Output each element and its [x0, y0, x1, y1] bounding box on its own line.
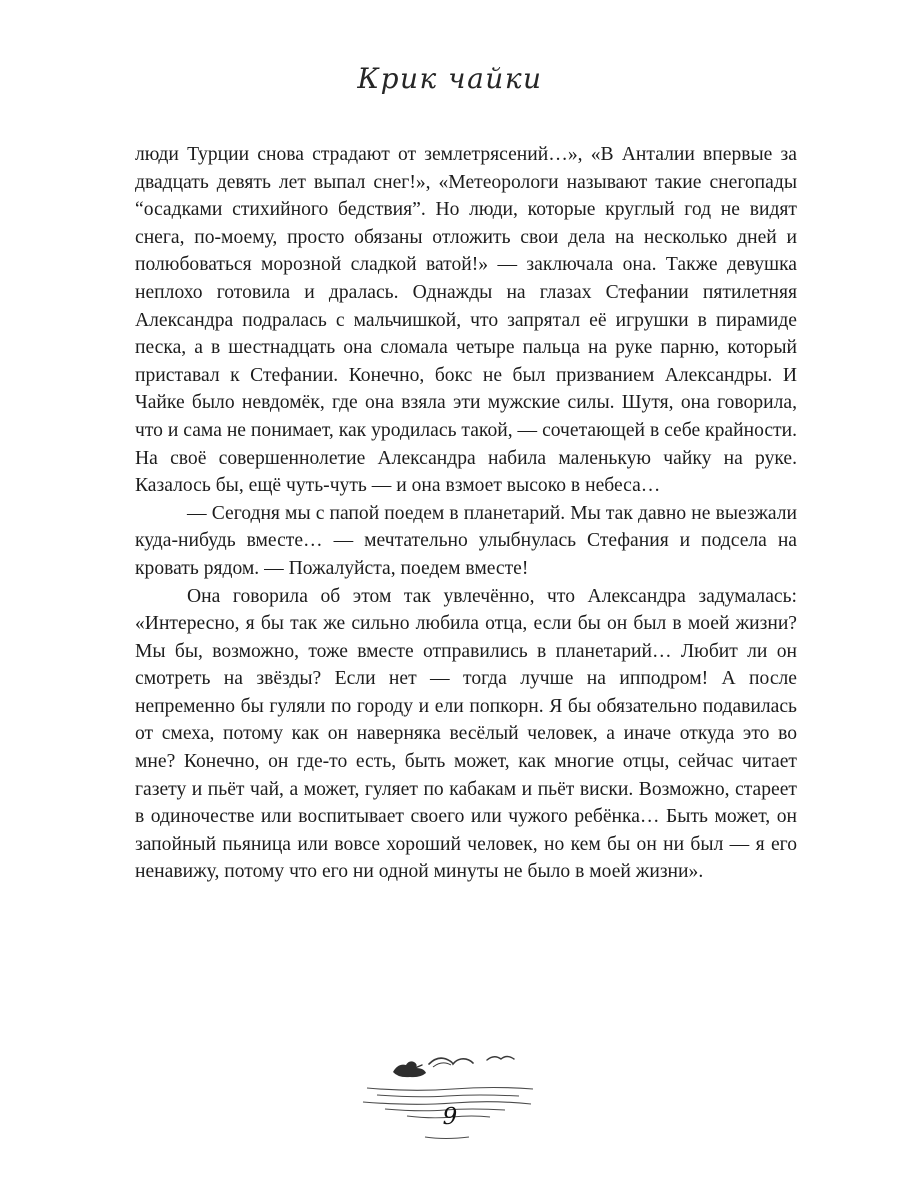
- paragraph: Она говорила об этом так увлечённо, что Александра задумалась: «Интересно, я бы так же сильно любила отца, если бы он был в моей жизни? Мы бы, возможно, тоже вместе отправились в планетарий… Любит ли он смотреть на звёзды? Если нет — тогда лучше на ипподром! А после непременно бы гуляли по городу и ели попкорн. Я бы обязательно подавилась от смеха, потому как он наверняка весёлый человек, а иначе откуда это во мне? Конечно, он где-то есть, быть может, как многие отцы, сейчас читает газету и пьёт чай, а может, гуляет по кабакам и пьёт виски. Возможно, стареет в одиночестве или воспитывает своего или чужого ребёнка… Быть может, он запойный пьяница или вовсе хороший человек, но кем бы он ни был — я его ненавижу, потому что его ни одной минуты не было в моей жизни».: [135, 585, 797, 883]
- running-head-title: Крик чайки: [357, 62, 543, 95]
- seagulls-over-water-illustration: [355, 1042, 545, 1150]
- body-text: [135, 141, 797, 886]
- page-number: 9: [442, 1104, 458, 1130]
- seagulls-water-sketch-icon: [355, 1042, 545, 1150]
- paragraph: — Сегодня мы с папой поедем в планетарий. Мы так давно не выезжали куда-нибудь вместе… — мечтательно улыбнулась Стефания и подсела на кровать рядом. — Пожалуйста, поедем вместе!: [135, 502, 797, 579]
- paragraph: люди Турции снова страдают от землетрясений…», «В Анталии впервые за двадцать девять лет выпал снег!», «Метеорологи называют такие снегопады “осадками стихийного бедствия”. Но люди, которые круглый год не видят снега, по-моему, просто обязаны отложить свои дела на несколько дней и полюбоваться морозной сладкой ватой!» — заключала она. Также девушка неплохо готовила и дралась. Однажды на глазах Стефании пятилетняя Александра подралась с мальчишкой, что запрятал её игрушки в пирамиде песка, а в шестнадцать она сломала четыре пальца на руке парню, который приставал к Стефании. Конечно, бокс не был призванием Александры. И Чайке было невдомёк, где она взяла эти мужские силы. Шутя, она говорила, что и сама не понимает, как уродилась такой, — сочетающей в себе крайности. На своё совершеннолетие Александра набила маленькую чайку на руке. Казалось бы, ещё чуть-чуть — и она взмоет высоко в небеса…: [135, 144, 797, 497]
